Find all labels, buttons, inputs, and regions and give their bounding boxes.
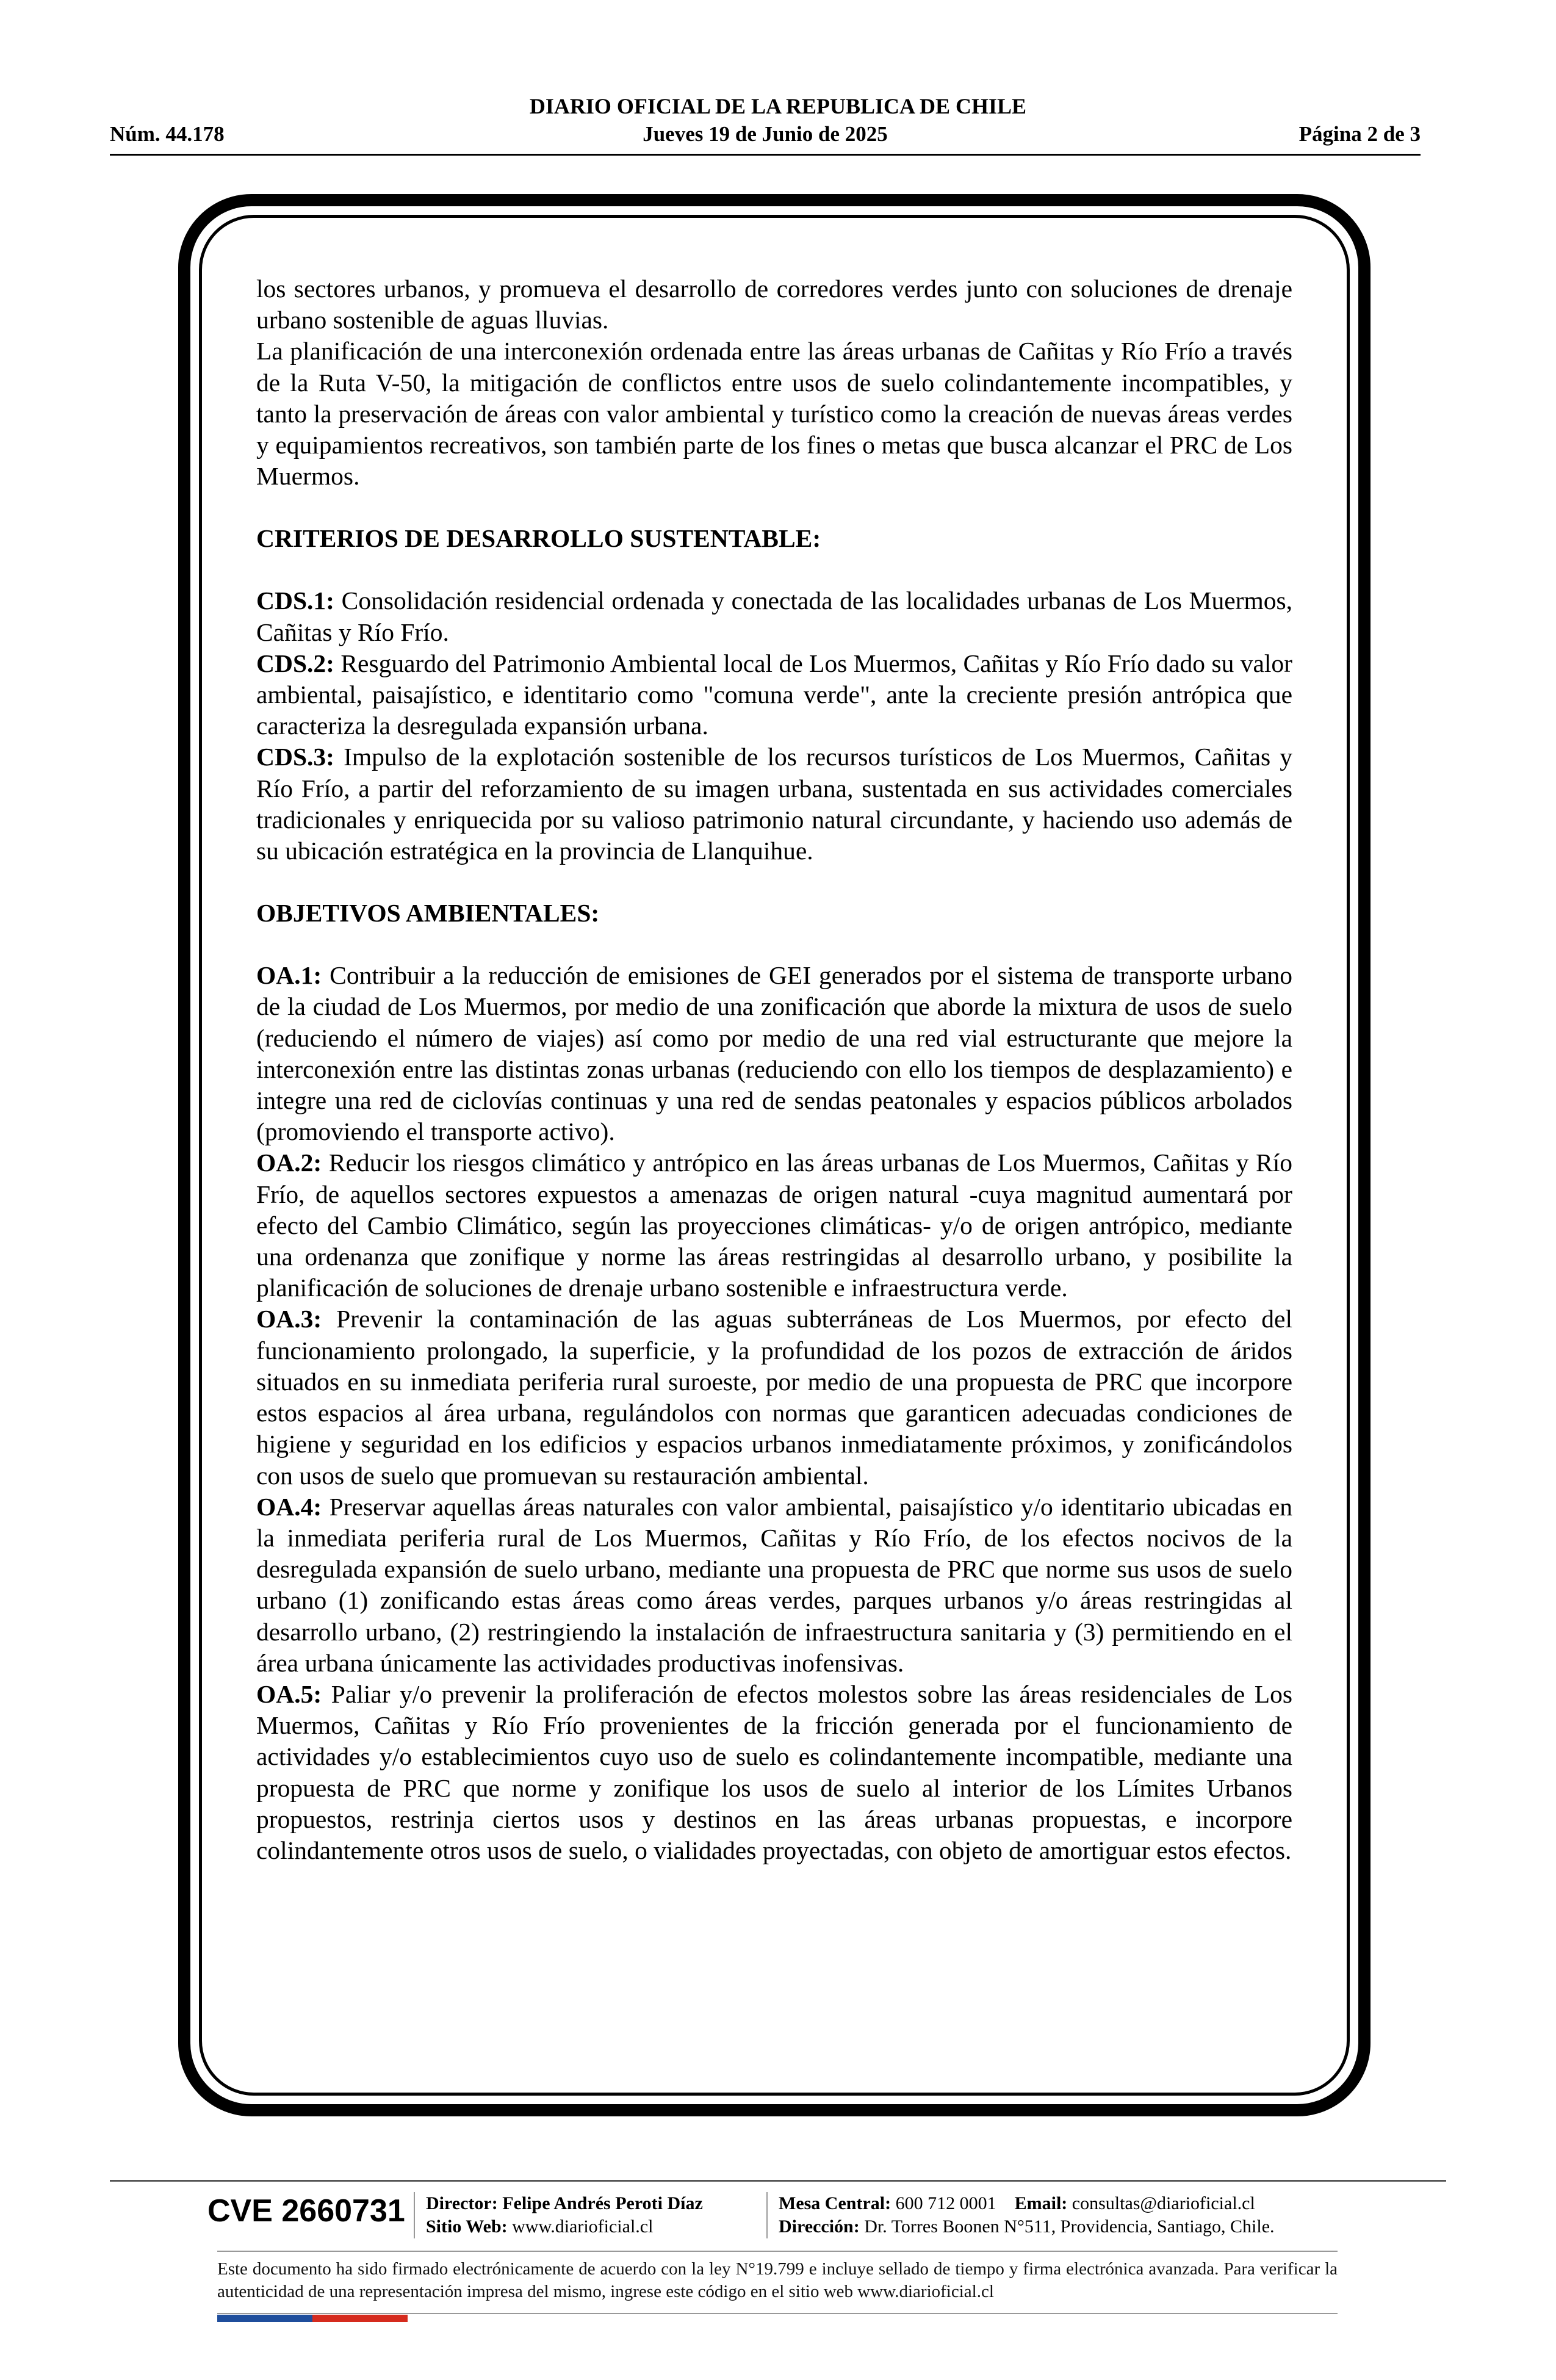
director-name: Felipe Andrés Peroti Díaz <box>502 2193 703 2213</box>
website-label: Sitio Web: <box>426 2216 508 2237</box>
legal-divider <box>217 2251 1338 2252</box>
cds-text: Impulso de la explotación sostenible de los recursos turísticos de Los Muermos, Cañitas y Río Frío, a partir del reforzamiento de su imagen urbana, sustentada en sus actividades comerciales tradicionales y enriquecida por su valioso patrimonio natural circundante, y haciendo uso además de su ubicación estratégica en la provincia de Llanquihue. <box>256 743 1292 865</box>
footer-separator <box>766 2192 768 2238</box>
intro-paragraph: los sectores urbanos, y promueva el desarrollo de corredores verdes junto con soluciones de drenaje urbano sostenible de aguas lluvias. <box>256 275 1292 334</box>
oa-text: Reducir los riesgos climático y antrópico en las áreas urbanas de Los Muermos, Cañitas y Río Frío, de aquellos sectores expuestos a amenazas de origen natural -cuya magnitud aumentará por efecto del Cambio Climático, según las proyecciones climáticas- y/o de origen antrópico, mediante una ordenanza que zonifique y norme las áreas restringidas al desarrollo urbano, y posibilite la planificación de soluciones de drenaje urbano sostenible e infraestructura verde. <box>256 1149 1292 1302</box>
oa-text: Prevenir la contaminación de las aguas subterráneas de Los Muermos, por efecto del funcionamiento prolongado, la superficie, y la profundidad de los pozos de extracción de áridos situados en su inmediata periferia rural suroeste, por medio de una propuesta de PRC que incorpore estos espacios al área urbana, regulándolos con normas que garanticen adecuadas condiciones de higiene y seguridad en los edificios y espacios urbanos inmediatamente próximos, y zonificándolos con usos de suelo que promuevan su restauración ambiental. <box>256 1305 1292 1490</box>
director-label: Director: <box>426 2193 498 2213</box>
oa-label: OA.4: <box>256 1492 322 1521</box>
page-indicator: Página 2 de 3 <box>1298 122 1421 146</box>
mesa-phone: 600 712 0001 <box>895 2193 996 2213</box>
flag-stripe-red <box>312 2315 408 2322</box>
oa-item <box>256 960 1292 1147</box>
address-label: Dirección: <box>779 2216 860 2237</box>
header-divider <box>110 154 1421 156</box>
oa-label: OA.5: <box>256 1679 322 1708</box>
header-row <box>110 120 1421 149</box>
footer-director-block <box>426 2192 703 2238</box>
oa-item <box>256 1491 1292 1679</box>
cds-text: Resguardo del Patrimonio Ambiental local de Los Muermos, Cañitas y Río Frío dado su valor ambiental, paisajístico, e identitario como "comuna verde", ante la creciente presión antrópica que caracteriza la desregulada expansión urbana. <box>256 649 1292 740</box>
intro-paragraph: La planificación de una interconexión ordenada entre las áreas urbanas de Cañitas y Río Frío a través de la Ruta V-50, la mitigación de conflictos entre usos de suelo colindantemente incompatibles, y tanto la preservación de áreas con valor ambiental y turístico como la creación de nuevas áreas verdes y equipamientos recreativos, son también parte de los fines o metas que busca alcanzar el PRC de Los Muermos. <box>256 337 1292 491</box>
issue-number: Núm. 44.178 <box>110 122 225 146</box>
website-link[interactable]: www.diarioficial.cl <box>512 2216 654 2237</box>
footer-divider <box>110 2180 1446 2182</box>
email-link[interactable]: consultas@diarioficial.cl <box>1072 2193 1255 2213</box>
oa-item <box>256 1679 1292 1866</box>
cds-item <box>256 648 1292 742</box>
oa-text: Preservar aquellas áreas naturales con valor ambiental, paisajístico y/o identitario ubicadas en la inmediata periferia rural de Los Muermos, Cañitas y Río Frío, de los efectos nocivos de la desregulada expansión de suelo urbano, mediante una propuesta de PRC que norme sus usos de suelo urbano (1) zonificando estas áreas como áreas verdes, parques urbanos y/o áreas restringidas al desarrollo urbano, (2) restringiendo la instalación de infraestructura sanitaria y (3) permitiendo en el área urbana únicamente las actividades productivas inofensivas. <box>256 1492 1292 1677</box>
footer-separator <box>414 2192 415 2238</box>
address-value: Dr. Torres Boonen N°511, Providencia, Santiago, Chile. <box>864 2216 1275 2237</box>
cds-heading: CRITERIOS DE DESARROLLO SUSTENTABLE: <box>256 524 821 553</box>
oa-text: Contribuir a la reducción de emisiones de GEI generados por el sistema de transporte urbano de la ciudad de Los Muermos, por medio de una zonificación que aborde la mixtura de usos de suelo (reduciendo el número de viajes) así como por medio de una red vial estructurante que mejore la interconexión entre las distintas zonas urbanas (reduciendo con ello los tiempos de desplazamiento) e integre una red de ciclovías continuas y una red de sendas peatonales y espacios públicos arbolados (promoviendo el transporte activo). <box>256 961 1292 1146</box>
cds-label: CDS.3: <box>256 743 334 771</box>
oa-item <box>256 1147 1292 1304</box>
cds-label: CDS.2: <box>256 649 334 677</box>
legal-divider-bottom <box>217 2313 1338 2314</box>
cds-item <box>256 741 1292 867</box>
legal-notice: Este documento ha sido firmado electrónicamente de acuerdo con la ley N°19.799 e incluye sellado de tiempo y firma electrónica avanzada. Para verificar la autenticidad de una representación impresa del mismo, ingrese este código en el sitio web www.diarioficial.cl <box>217 2259 1338 2301</box>
oa-label: OA.2: <box>256 1149 322 1177</box>
email-label: Email: <box>1014 2193 1068 2213</box>
cds-label: CDS.1: <box>256 586 334 615</box>
flag-stripe-blue <box>217 2315 312 2322</box>
oa-label: OA.3: <box>256 1305 322 1333</box>
document-body <box>256 273 1292 1866</box>
cds-text: Consolidación residencial ordenada y conectada de las localidades urbanas de Los Muermos, Cañitas y Río Frío. <box>256 586 1292 646</box>
oa-text: Paliar y/o prevenir la proliferación de efectos molestos sobre las áreas residenciales de Los Muermos, Cañitas y Río Frío provenientes de la fricción generada por el funcionamiento de actividades y/o establecimientos cuyo uso de suelo es colindantemente incompatible, mediante una propuesta de PRC que norme y zonifique los usos de suelo al interior de los Límites Urbanos propuestos, restrinja ciertos usos y destinos en las áreas urbanas propuestas, e incorpore colindantemente otros usos de suelo, o vialidades proyectadas, con objeto de amortiguar estos efectos. <box>256 1679 1292 1864</box>
mesa-label: Mesa Central: <box>779 2193 891 2213</box>
oa-heading: OBJETIVOS AMBIENTALES: <box>256 899 600 928</box>
publication-title: DIARIO OFICIAL DE LA REPUBLICA DE CHILE <box>529 94 1027 118</box>
cds-item <box>256 585 1292 647</box>
oa-label: OA.1: <box>256 961 322 990</box>
oa-item <box>256 1304 1292 1491</box>
issue-date: Jueves 19 de Junio de 2025 <box>643 122 888 146</box>
footer-contact-block <box>779 2192 1275 2238</box>
cve-code: CVE 2660731 <box>207 2193 405 2229</box>
